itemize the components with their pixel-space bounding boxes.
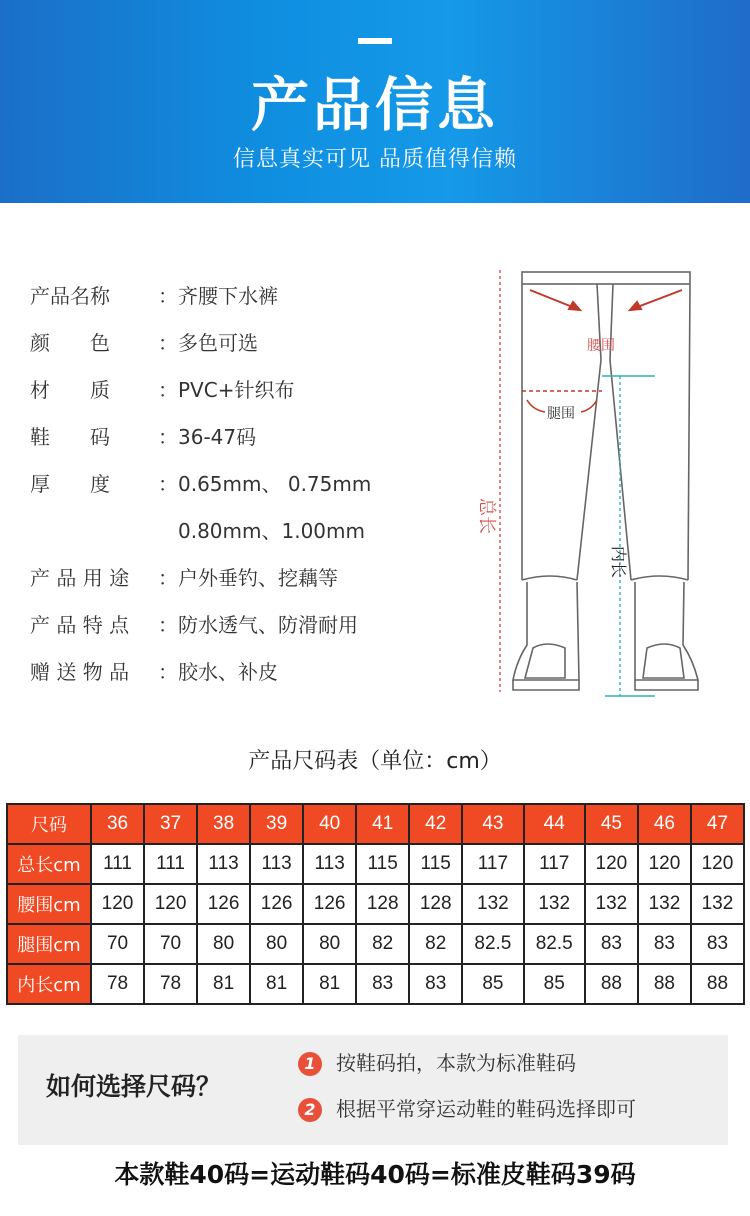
info-row-thickness-cont	[30, 515, 365, 545]
info-row-thickness	[30, 468, 371, 498]
info-row-features	[30, 609, 358, 639]
size-cell: 126	[303, 884, 356, 924]
info-label: 产 品 特 点	[30, 613, 130, 637]
size-cell: 117	[524, 844, 585, 884]
info-value: 齐腰下水裤	[178, 284, 278, 308]
size-table	[6, 803, 745, 1005]
size-cell: 111	[144, 844, 197, 884]
size-table-title: 产品尺码表（单位：cm）	[248, 749, 502, 774]
left-boot	[513, 582, 579, 680]
header-banner	[0, 0, 750, 203]
size-cell: 78	[91, 964, 144, 1004]
info-label: 颜 色	[30, 331, 110, 355]
info-colon: ：	[158, 284, 178, 308]
size-cell: 83	[409, 964, 462, 1004]
size-cell: 128	[356, 884, 409, 924]
size-header-cell: 40	[303, 804, 356, 844]
size-cell: 88	[691, 964, 744, 1004]
size-cell: 132	[524, 884, 585, 924]
info-label: 赠 送 物 品	[30, 660, 130, 684]
size-cell: 70	[144, 924, 197, 964]
thigh-label: 腿围	[547, 406, 575, 422]
size-cell: 113	[197, 844, 250, 884]
guide-item-text: 按鞋码拍，本款为标准鞋码	[336, 1051, 576, 1075]
page-title: 产品信息	[250, 71, 499, 139]
size-header-cell: 38	[197, 804, 250, 844]
waders-diagram	[455, 250, 750, 710]
size-cell: 83	[585, 924, 638, 964]
info-value: 胶水、补皮	[178, 660, 278, 684]
size-cell: 132	[462, 884, 523, 924]
left-boot-top	[522, 576, 577, 580]
right-boot-top	[631, 576, 688, 580]
size-cell: 120	[585, 844, 638, 884]
size-cell: 115	[356, 844, 409, 884]
info-colon: ：	[158, 425, 178, 449]
size-cell: 82	[356, 924, 409, 964]
info-colon: ：	[158, 613, 178, 637]
size-header-cell: 47	[691, 804, 744, 844]
left-sole	[513, 680, 579, 690]
size-cell: 82	[409, 924, 462, 964]
waist-arrow-left	[530, 290, 575, 308]
size-header-cell: 36	[91, 804, 144, 844]
guide-item-text: 根据平常穿运动鞋的鞋码选择即可	[336, 1097, 636, 1121]
waist-arrow-right	[635, 290, 682, 308]
page-subtitle: 信息真实可见 品质值得信赖	[233, 147, 517, 172]
size-header-cell: 45	[585, 804, 638, 844]
waist-label: 腰围	[587, 338, 615, 354]
info-colon: ：	[158, 660, 178, 684]
size-table-row	[7, 964, 744, 1004]
size-cell: 80	[303, 924, 356, 964]
size-cell: 120	[144, 884, 197, 924]
info-colon: ：	[158, 566, 178, 590]
size-cell: 120	[638, 844, 691, 884]
size-cell: 78	[144, 964, 197, 1004]
info-colon: ：	[158, 378, 178, 402]
size-cell: 85	[524, 964, 585, 1004]
size-cell: 120	[91, 884, 144, 924]
size-cell: 70	[91, 924, 144, 964]
size-table-row	[7, 844, 744, 884]
right-sole	[635, 680, 698, 690]
size-guide-title: 如何选择尺码？	[46, 1072, 222, 1101]
size-cell: 81	[250, 964, 303, 1004]
size-cell: 80	[250, 924, 303, 964]
info-row-material	[30, 374, 294, 404]
info-label: 产 品 用 途	[30, 566, 130, 590]
number-two-icon: 2	[298, 1098, 322, 1122]
size-cell: 88	[638, 964, 691, 1004]
size-row-label: 总长cm	[7, 844, 91, 884]
size-header-cell: 41	[356, 804, 409, 844]
size-cell: 126	[197, 884, 250, 924]
size-table-row	[7, 924, 744, 964]
info-label: 厚 度	[30, 472, 110, 496]
size-cell: 128	[409, 884, 462, 924]
info-value: 36-47码	[178, 425, 257, 449]
info-label: 材 质	[30, 378, 110, 402]
size-row-label: 腰围cm	[7, 884, 91, 924]
size-table-header-row	[7, 804, 744, 844]
size-cell: 88	[585, 964, 638, 1004]
info-value: 防水透气、防滑耐用	[178, 613, 358, 637]
number-one-icon: 1	[298, 1052, 322, 1076]
thigh-arrow-left	[527, 400, 545, 412]
right-boot-opening	[643, 644, 684, 678]
banner-accent-bar	[358, 38, 392, 44]
size-cell: 115	[409, 844, 462, 884]
size-cell: 80	[197, 924, 250, 964]
size-guide-panel	[18, 1035, 728, 1145]
size-header-cell: 46	[638, 804, 691, 844]
size-header-cell: 37	[144, 804, 197, 844]
info-label: 产品名称	[30, 284, 110, 308]
info-value: 多色可选	[178, 331, 258, 355]
size-row-label: 内长cm	[7, 964, 91, 1004]
size-header-cell: 42	[409, 804, 462, 844]
info-value: 0.80mm、1.00mm	[178, 519, 365, 543]
size-cell: 83	[356, 964, 409, 1004]
inseam-label: 内长	[609, 546, 628, 579]
left-inner-leg	[577, 284, 601, 580]
guide-item-2	[298, 1093, 636, 1122]
left-boot-opening	[525, 644, 565, 678]
size-row-label: 腿围cm	[7, 924, 91, 964]
info-row-shoe-size	[30, 421, 256, 451]
size-cell: 132	[638, 884, 691, 924]
info-row-color	[30, 327, 258, 357]
info-row-name	[30, 280, 278, 310]
size-cell: 111	[91, 844, 144, 884]
size-cell: 126	[250, 884, 303, 924]
size-cell: 132	[691, 884, 744, 924]
size-cell: 120	[691, 844, 744, 884]
size-cell: 83	[638, 924, 691, 964]
size-cell: 82.5	[462, 924, 523, 964]
size-cell: 82.5	[524, 924, 585, 964]
waist-arrowhead-left	[569, 302, 580, 310]
info-value: PVC+针织布	[178, 378, 295, 402]
size-header-cell: 39	[250, 804, 303, 844]
size-cell: 113	[250, 844, 303, 884]
size-cell: 117	[462, 844, 523, 884]
waistband-shape	[522, 272, 690, 284]
info-row-gifts	[30, 656, 278, 686]
info-label: 鞋 码	[30, 425, 110, 449]
size-cell: 81	[303, 964, 356, 1004]
size-table-row	[7, 884, 744, 924]
info-value: 户外垂钓、挖藕等	[178, 566, 338, 590]
info-colon: ：	[158, 472, 178, 496]
size-conversion-note: 本款鞋40码=运动鞋码40码=标准皮鞋码39码	[114, 1160, 636, 1189]
size-cell: 113	[303, 844, 356, 884]
guide-item-1	[298, 1047, 576, 1076]
size-header-cell: 43	[462, 804, 523, 844]
size-cell: 83	[691, 924, 744, 964]
size-header-label: 尺码	[7, 804, 91, 844]
size-cell: 132	[585, 884, 638, 924]
size-header-cell: 44	[524, 804, 585, 844]
size-cell: 85	[462, 964, 523, 1004]
size-cell: 81	[197, 964, 250, 1004]
info-colon: ：	[158, 331, 178, 355]
info-value: 0.65mm、 0.75mm	[178, 472, 372, 496]
right-outer-leg	[688, 284, 690, 580]
info-row-usage	[30, 562, 338, 592]
total-length-label: 总长	[476, 498, 497, 534]
thigh-arrow-right	[581, 400, 597, 412]
waist-arrowhead-right	[630, 302, 641, 310]
